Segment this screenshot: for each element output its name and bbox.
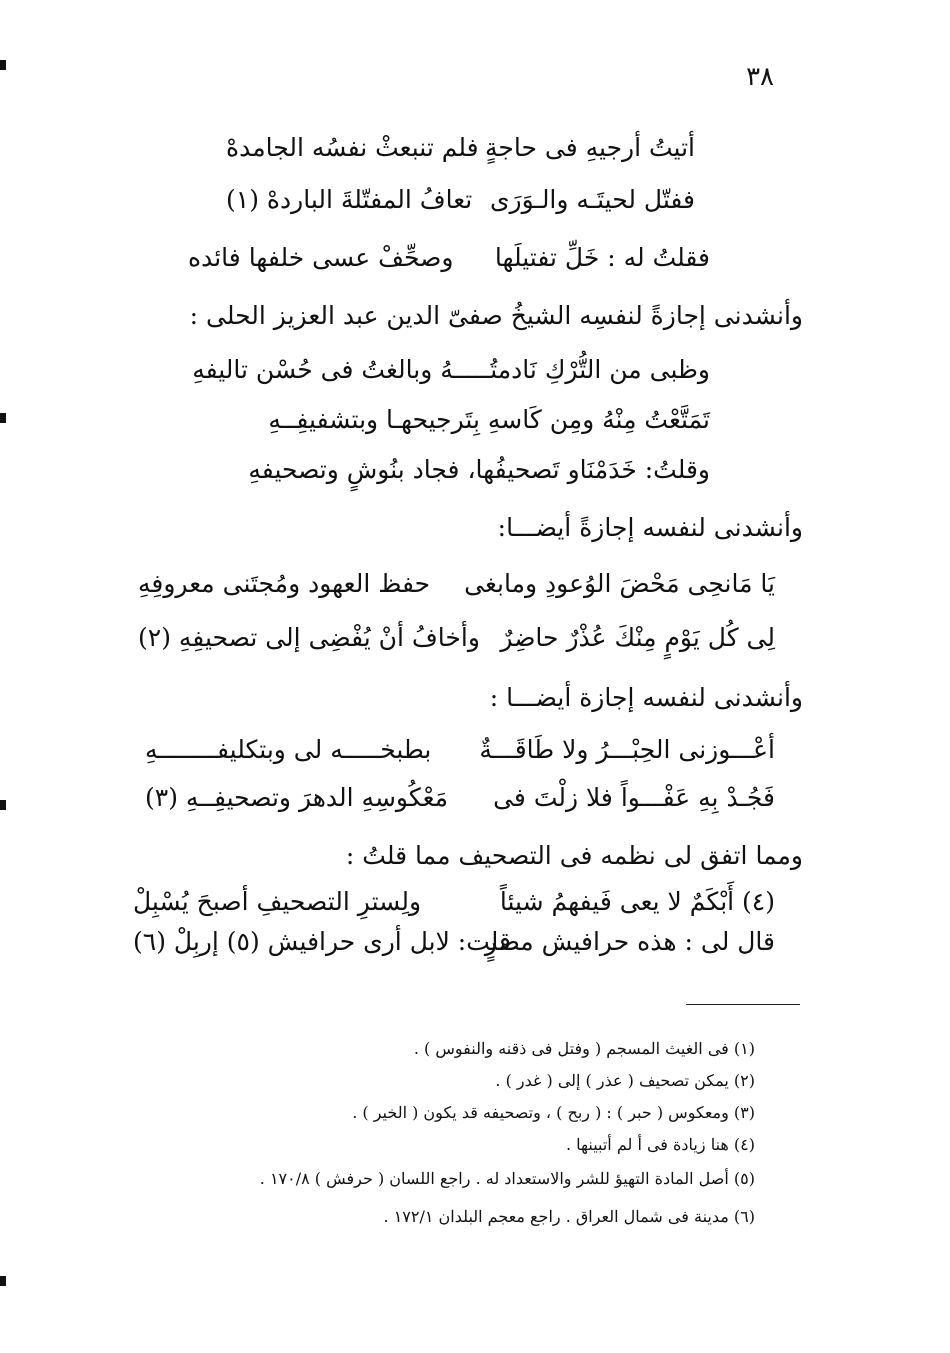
footnote-6: (٦) مدينة فى شمال العراق . راجع معجم البلدان ١٧٢/١ . xyxy=(383,1207,755,1226)
scan-mark-upper xyxy=(0,413,6,423)
intro-line-3: وأنشدنى لنفسه إجازة أيضـــا : xyxy=(489,683,803,712)
verse-11-left: ولِسترِ التصحيفِ أصبحَ يُسْبِلْ xyxy=(133,887,422,916)
footnote-divider xyxy=(686,1004,800,1005)
footnote-1: (١) فى الغيث المسجم ( وفتل فى ذقنه والنفوس ) . xyxy=(413,1039,755,1058)
verse-10-left: مَعْكُوسِهِ الدهرَ وتصحيفِــهِ (٣) xyxy=(145,783,449,812)
page-number: ٣٨ xyxy=(746,62,774,92)
verse-8-right: لِى كُل يَوْمٍ مِنْكَ عُذْرٌ حاضِرٌ xyxy=(500,623,775,652)
scan-mark-top xyxy=(0,60,6,70)
intro-line-4: ومما اتفق لى نظمه فى التصحيف مما قلتُ : xyxy=(345,841,803,870)
footnote-4: (٤) هنا زيادة فى أ لم أتبينها . xyxy=(565,1135,755,1154)
verse-7-left: حفظ العهود ومُجتَنى معروفِهِ xyxy=(138,569,431,598)
verse-3-right: فقلتُ له : خَلِّ تفتيلَها xyxy=(494,243,710,272)
verse-12-left: قلت: لابل أرى حرافيش (٥) إربِلْ (٦) xyxy=(133,927,511,956)
verse-9-right: أعْـــوزنى الحِبْـــرُ ولا طَاقَـــةٌ xyxy=(479,735,775,764)
verse-12-right: قال لى : هذه حرافيش مصرٍ xyxy=(484,927,775,956)
footnote-5: (٥) أصل المادة التهيؤ للشر والاستعداد له . راجع اللسان ( حرفش ) ١٧٠/٨ . xyxy=(259,1169,755,1188)
verse-8-left: وأخافُ أنْ يُفْضِى إلى تصحيفِهِ (٢) xyxy=(138,623,480,652)
verse-2-right: ففتّل لحيتَـه والـوَرَى xyxy=(489,185,695,214)
footnote-2: (٢) يمكن تصحيف ( عذر ) إلى ( غدر ) . xyxy=(495,1071,755,1090)
scan-mark-lower xyxy=(0,800,6,810)
verse-2-left: تعافُ المفتّلةَ الباردهْ (١) xyxy=(226,185,473,214)
verse-4: وظبى من التُّرْكِ نَادمتُـــــهُ وبالغتُ فى حُسْن تاليفهِ xyxy=(192,355,710,384)
verse-9-left: بطبخـــــه لى وبتكليفــــــــهِ xyxy=(145,735,432,764)
verse-1-right: أتيتُ أرجيهِ فى حاجةٍ xyxy=(485,133,695,162)
verse-10-right: فَجُـدْ بِهِ عَفْـــواً فلا زلْتَ فى xyxy=(493,783,775,812)
scan-mark-bottom xyxy=(0,1276,6,1286)
verse-6: وقلتُ: خَدَمْنَاو تَصحيفُها، فجاد بنُوشٍ وتصحيفهِ xyxy=(248,455,710,484)
verse-11-right: (٤) أَبْكَمٌ لا يعى فَيفهمُ شيئاً xyxy=(499,887,775,916)
intro-line-1: وأنشدنى إجازةً لنفسِه الشيخُ صفىّ الدين عبد العزيز الحلى : xyxy=(189,301,803,330)
verse-5: تَمَتَّعْتُ مِنْهُ ومِن كَاسهِ بِتَرجيحهـا وبتشفيفِــهِ xyxy=(268,405,710,434)
footnote-3: (٣) ومعكوس ( حبر ) : ( ربح ) ، وتصحيفه قد يكون ( الخير ) . xyxy=(352,1103,755,1122)
intro-line-2: وأنشدنى لنفسه إجازةً أيضـــا: xyxy=(497,513,803,542)
verse-7-right: يَا مَانحِى مَحْضَ الوُعودِ ومابغى xyxy=(464,569,775,598)
verse-1-left: فلم تنبعثْ نفسُه الجامدهْ xyxy=(226,133,479,162)
verse-3-left: وصحِّفْ عسى خلفها فائده xyxy=(188,243,454,272)
